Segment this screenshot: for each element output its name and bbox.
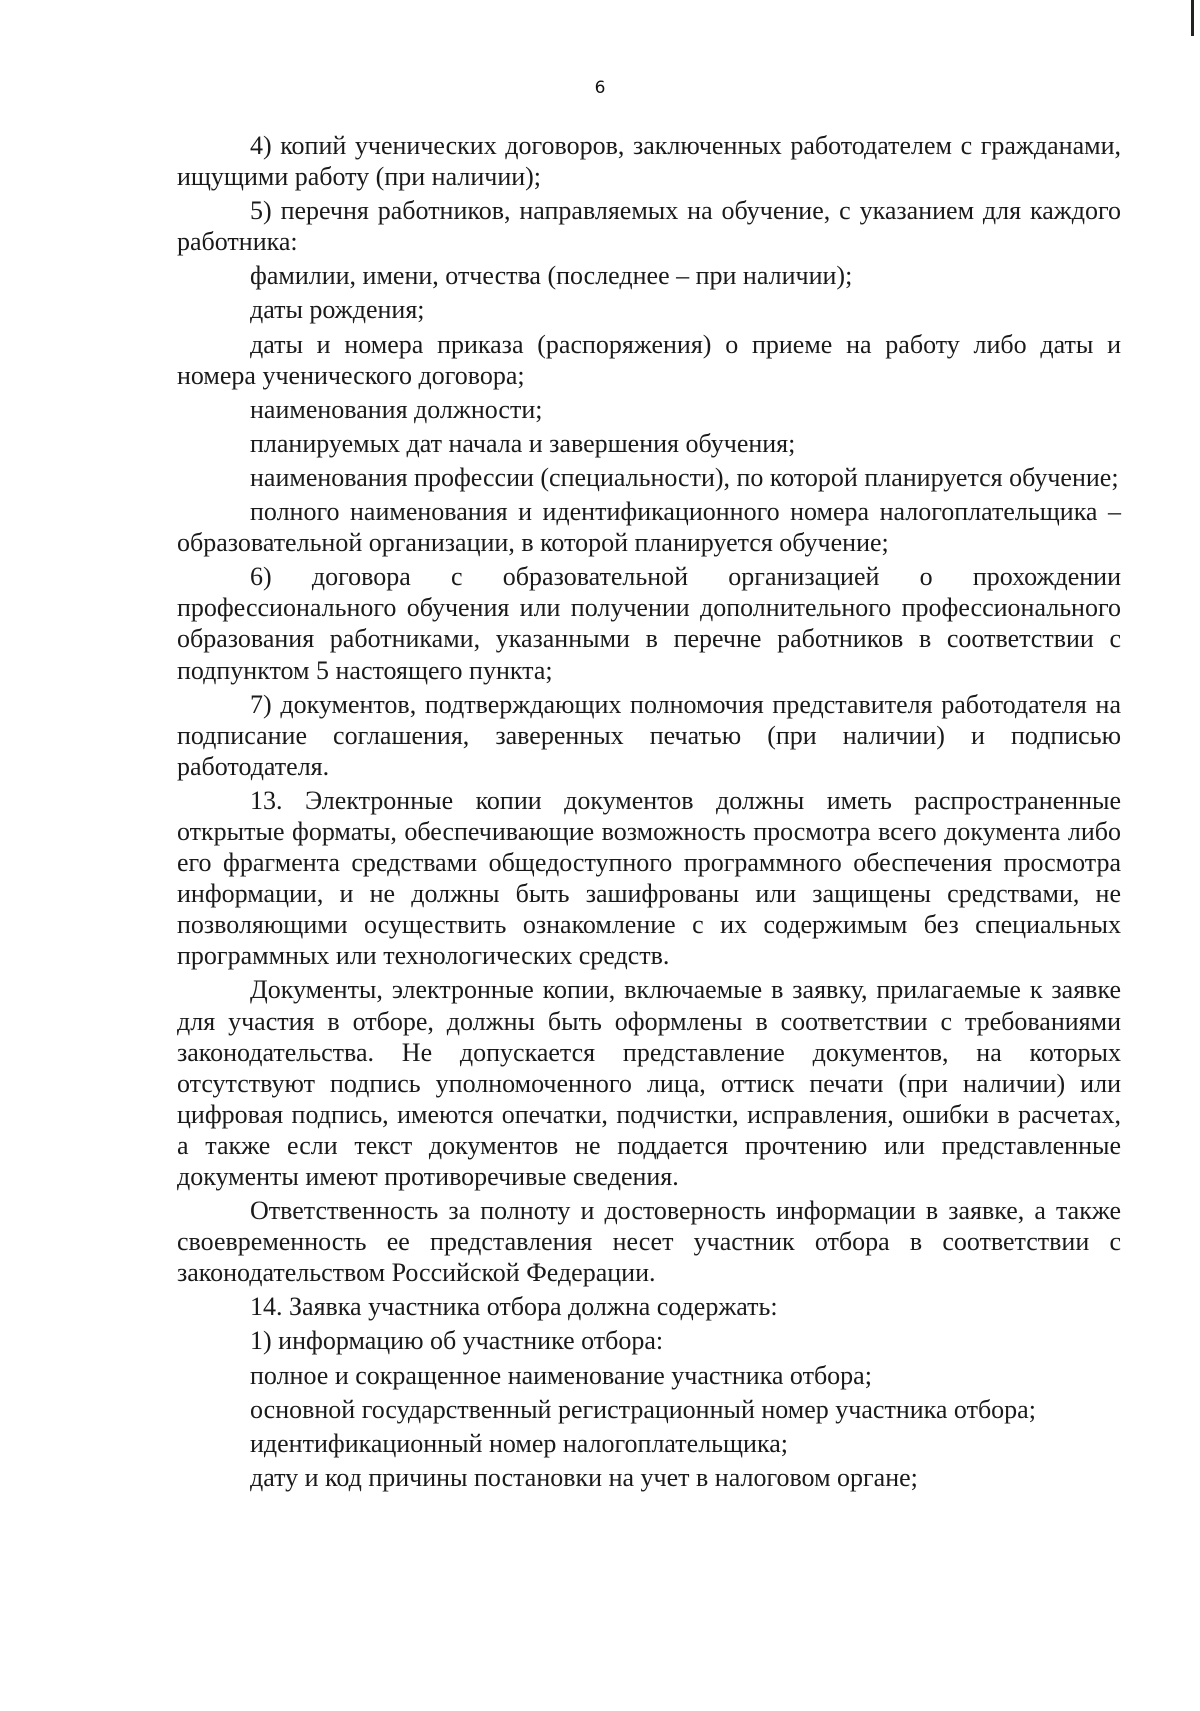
page-number: 6 [594,78,606,98]
paragraph: 7) документов, подтверждающих полномочия представителя работодателя на подписание соглашения, заверенных печатью (при наличии) и подписью работодателя. [177,689,1121,781]
document-body [177,130,1121,1493]
paragraph: 13. Электронные копии документов должны иметь распространенные открытые форматы, обеспечивающие возможность просмотра всего документа либо его фрагмента средствами общедоступного программного обеспечения просмотра информации, и не должны быть зашифрованы или защищены средствами, не позволяющими осуществить ознакомление с их содержимым без специальных программных или технологических средств. [177,785,1121,971]
paragraph: дату и код причины постановки на учет в налоговом органе; [250,1462,918,1492]
paragraph: наименования должности; [250,394,543,424]
paragraph: 6) договора с образовательной организацией о прохождении профессионального обучения или получении дополнительного профессионального образования работниками, указанными в перечне работников в соответствии с подпунктом 5 настоящего пункта; [177,562,1121,685]
paragraph: даты и номера приказа (распоряжения) о приеме на работу либо даты и номера ученического договора; [177,329,1121,390]
paragraph: Документы, электронные копии, включаемые в заявку, прилагаемые к заявке для участия в отборе, должны быть оформлены в соответствии с требованиями законодательства. Не допускается представление документов, на которых отсутствуют подпись уполномоченного лица, оттиск печати (при наличии) или цифровая подпись, имеются опечатки, подчистки, исправления, ошибки в расчетах, а также если текст документов не поддается прочтению или представленные документы имеют противоречивые сведения. [177,975,1121,1191]
paragraph: полное и сокращенное наименование участника отбора; [250,1360,872,1390]
paragraph: идентификационный номер налогоплательщика; [250,1428,788,1458]
scan-edge-mark [1191,0,1194,36]
paragraph: Ответственность за полноту и достоверность информации в заявке, а также своевременность ее представления несет участник отбора в соответствии с законодательством Российской Федерации. [177,1196,1121,1288]
paragraph: планируемых дат начала и завершения обучения; [250,428,796,458]
paragraph: полного наименования и идентификационного номера налогоплательщика – образовательной организации, в которой планируется обучение; [177,497,1121,558]
paragraph: основной государственный регистрационный номер участника отбора; [250,1394,1036,1424]
paragraph: 5) перечня работников, направляемых на обучение, с указанием для каждого работника: [177,196,1121,257]
paragraph: 1) информацию об участнике отбора: [250,1326,664,1356]
paragraph: фамилии, имени, отчества (последнее – при наличии); [250,261,853,291]
paragraph: 4) копий ученических договоров, заключенных работодателем с гражданами, ищущими работу (при наличии); [177,131,1121,192]
paragraph: 14. Заявка участника отбора должна содержать: [250,1292,778,1322]
paragraph: даты рождения; [250,295,425,325]
paragraph: наименования профессии (специальности), по которой планируется обучение; [250,462,1119,492]
